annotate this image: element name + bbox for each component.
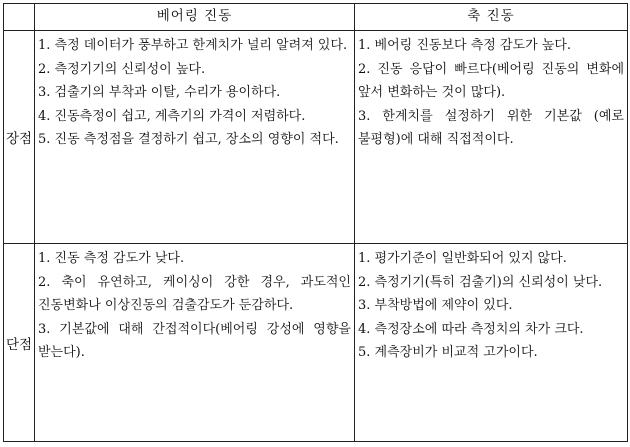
list-item: 2. 측정기기(특히 검출기)의 신뢰성이 낮다. [358,274,603,290]
header-corner-cell [4,4,35,31]
disadvantages-bearing-cell [35,244,355,442]
disadvantages-shaft-list [355,244,627,365]
disadvantages-label: 단점 [4,244,35,442]
list-item: 3. 부착방법에 제약이 있다. [358,298,513,313]
advantages-label: 장점 [4,31,35,244]
list-item: 3. 한계치를 설정하기 위한 기본값 (예로 불평형)에 대해 직접적이다. [358,108,624,147]
advantages-bearing-list [35,31,354,152]
disadvantages-shaft-cell [355,244,628,442]
list-item: 2. 축이 유연하고, 케이싱이 강한 경우, 과도적인 진동변화나 이상진동의 검출감도가 둔감하다. [38,274,351,313]
list-item: 4. 진동측정이 쉽고, 계측기의 가격이 저렴하다. [38,108,306,124]
disadvantages-row [4,244,628,442]
list-item: 5. 진동 측정점을 결정하기 쉽고, 장소의 영향이 적다. [38,132,339,147]
list-item: 5. 계측장비가 비교적 고가이다. [358,345,538,360]
comparison-table [3,3,628,442]
header-bearing-vibration: 베어링 진동 [35,4,355,31]
list-item: 3. 기본값에 대해 간접적이다(베어링 강성에 영향을 받는다). [38,321,351,360]
advantages-row [4,31,628,244]
list-item: 2. 측정기기의 신뢰성이 높다. [38,61,206,77]
disadvantages-bearing-list [35,244,354,365]
list-item: 1. 측정 데이터가 풍부하고 한계치가 널리 알려져 있다. [38,38,348,53]
list-item: 1. 평가기준이 일반화되어 있지 않다. [358,251,567,266]
list-item: 1. 베어링 진동보다 측정 감도가 높다. [358,38,572,53]
list-item: 1. 진동 측정 감도가 낮다. [38,251,185,266]
header-row [4,4,628,31]
advantages-shaft-cell [355,31,628,244]
advantages-bearing-cell [35,31,355,244]
list-item: 3. 검출기의 부착과 이탈, 수리가 용이하다. [38,85,281,100]
header-shaft-vibration: 축 진동 [355,4,628,31]
list-item: 4. 측정장소에 따라 측정치의 차가 크다. [358,321,584,337]
advantages-shaft-list [355,31,627,152]
list-item: 2. 진동 응답이 빠르다(베어링 진동의 변화에 앞서 변화하는 것이 많다). [358,61,624,100]
